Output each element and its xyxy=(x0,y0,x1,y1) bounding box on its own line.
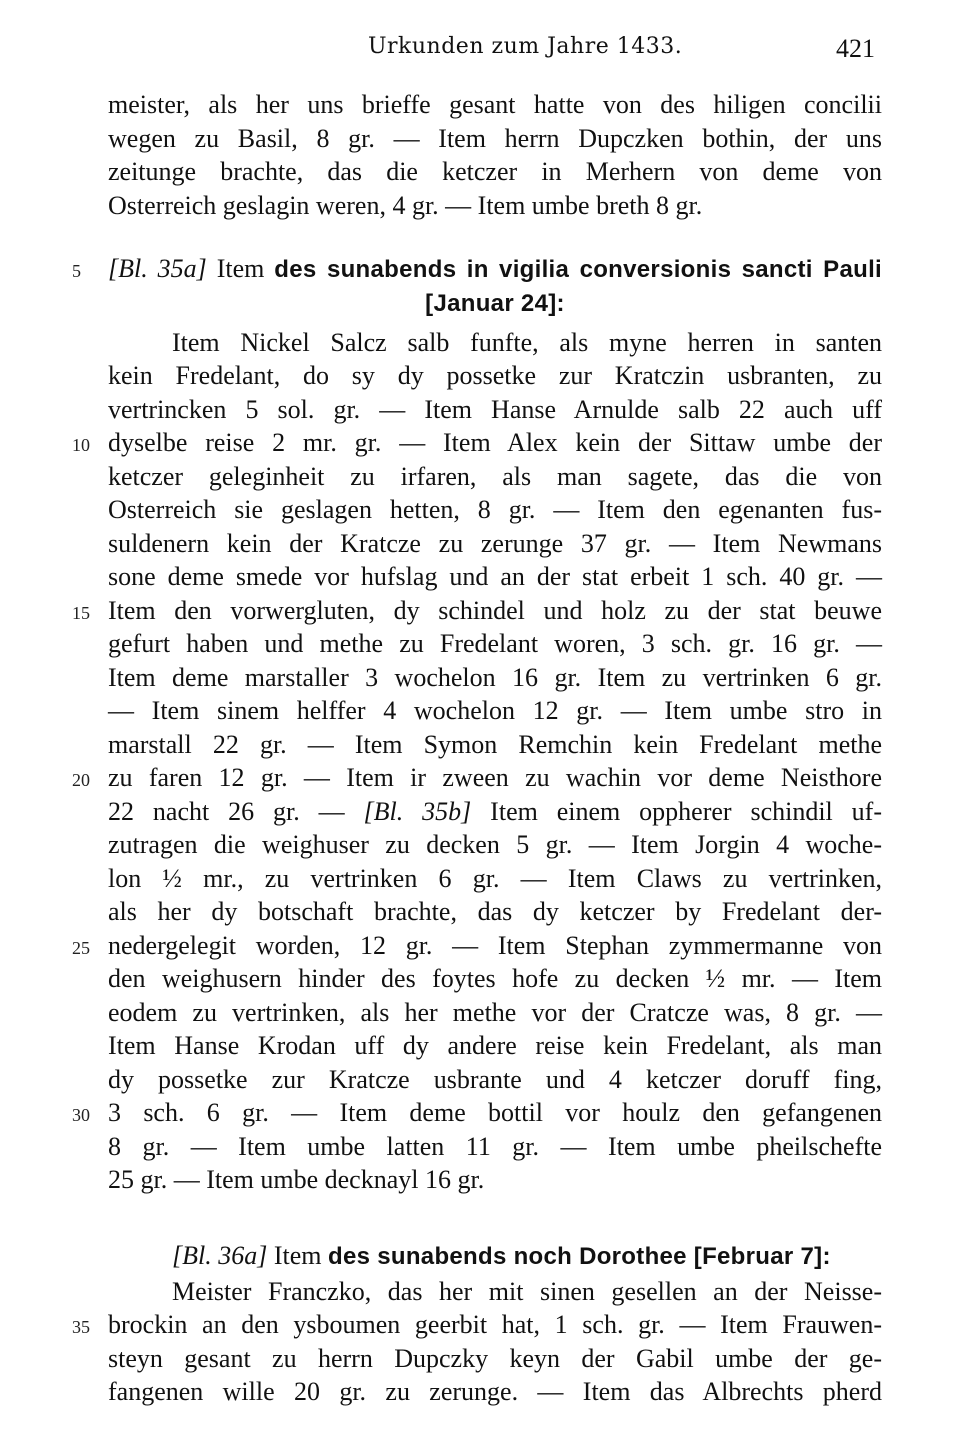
text-line: suldenern kein der Kratcze zu zerunge 37 gr. — Item Newmans xyxy=(108,529,882,558)
text-line: Item Nickel Salcz salb funfte, als myne herren in santen xyxy=(172,328,882,357)
text-line: 3 sch. 6 gr. — Item deme bottil vor houlz den gefangenen xyxy=(108,1098,882,1127)
section-heading xyxy=(172,1239,882,1273)
text-line: marstall 22 gr. — Item Symon Remchin kein Fredelant methe xyxy=(108,730,882,759)
section-heading xyxy=(108,252,882,286)
text-line: dyselbe reise 2 mr. gr. — Item Alex kein der Sittaw umbe der xyxy=(108,428,882,457)
text-line: Osterreich sie geslagen hetten, 8 gr. — Item den egenanten fus- xyxy=(108,495,882,524)
text-line: Osterreich geslagin weren, 4 gr. — Item umbe breth 8 gr. xyxy=(108,191,703,220)
text-line: kein Fredelant, do sy dy possetke zur Kratczin usbranten, zu xyxy=(108,361,882,390)
text-line: fangenen wille 20 gr. zu zerunge. — Item das Albrechts pherd xyxy=(108,1377,882,1406)
text-line: Item deme marstaller 3 wochelon 16 gr. Item zu vertrinken 6 gr. xyxy=(108,663,882,692)
heading-date-text: [Januar 24]: xyxy=(425,290,565,317)
page-number: 421 xyxy=(836,34,875,63)
text-line: zeitunge brachte, das die ketczer in Merhern von deme von xyxy=(108,157,882,186)
text-segment: 22 nacht 26 gr. — xyxy=(108,797,364,826)
folio-reference: [Bl. 36a] xyxy=(172,1241,268,1270)
text-line: zu faren 12 gr. — Item ir zween zu wachin vor deme Neisthore xyxy=(108,763,882,792)
heading-date xyxy=(108,286,882,320)
line-number: 20 xyxy=(72,770,90,790)
folio-reference: [Bl. 35a] xyxy=(108,254,207,283)
text-line: meister, als her uns brieffe gesant hatte von des hiligen concilii xyxy=(108,90,882,119)
text-line: Item Hanse Krodan uff dy andere reise kein Fredelant, als man xyxy=(108,1031,882,1060)
line-number: 15 xyxy=(72,603,90,623)
text-line: 25 gr. — Item umbe decknayl 16 gr. xyxy=(108,1165,485,1194)
text-line: — Item sinem helffer 4 wochelon 12 gr. — Item umbe stro in xyxy=(108,696,882,725)
text-line: lon ½ mr., zu vertrinken 6 gr. — Item Claws zu vertrinken, xyxy=(108,864,882,893)
text-line: den weighusern hinder des foytes hofe zu decken ½ mr. — Item xyxy=(108,964,882,993)
line-number: 30 xyxy=(72,1105,90,1125)
text-line: dy possetke zur Kratcze usbrante und 4 ketczer doruff fing, xyxy=(108,1065,882,1094)
text-segment: Item einem oppherer schindil uf- xyxy=(471,797,882,826)
text-line xyxy=(108,795,882,829)
text-line: Item den vorwergluten, dy schindel und holz zu der stat beuwe xyxy=(108,596,882,625)
line-number: 35 xyxy=(72,1317,90,1337)
line-number: 25 xyxy=(72,938,90,958)
text-line: zutragen die weighuser zu decken 5 gr. — Item Jorgin 4 woche- xyxy=(108,830,882,859)
text-line: eodem zu vertrinken, als her methe vor der Cratcze was, 8 gr. — xyxy=(108,998,882,1027)
line-number: 10 xyxy=(72,435,90,455)
running-head: Urkunden zum Jahre 1433. xyxy=(368,34,683,59)
heading-text: des sunabends noch Dorothee [Februar 7]: xyxy=(328,1243,831,1270)
text-line: sone deme smede vor hufslag und an der stat erbeit 1 sch. 40 gr. — xyxy=(108,562,882,591)
text-line: nedergelegit worden, 12 gr. — Item Stephan zymmermanne von xyxy=(108,931,882,960)
page-header xyxy=(0,30,960,70)
text-line: als her dy botschaft brachte, das dy ketczer by Fredelant der- xyxy=(108,897,882,926)
text-line: ketczer geleginheit zu irfaren, als man sagete, das die von xyxy=(108,462,882,491)
heading-text: des sunabends in vigilia conversionis sancti Pauli xyxy=(274,256,883,283)
heading-item-word: Item xyxy=(273,1241,322,1270)
text-line: 8 gr. — Item umbe latten 11 gr. — Item umbe pheilschefte xyxy=(108,1132,882,1161)
folio-reference: [Bl. 35b] xyxy=(363,797,472,826)
text-line: steyn gesant zu herrn Dupczky keyn der Gabil umbe der ge- xyxy=(108,1344,882,1373)
heading-item-word: Item xyxy=(216,254,265,283)
text-line: brockin an den ysboumen geerbit hat, 1 sch. gr. — Item Frauwen- xyxy=(108,1310,882,1339)
text-line: vertrincken 5 sol. gr. — Item Hanse Arnulde salb 22 auch uff xyxy=(108,395,882,424)
text-line: wegen zu Basil, 8 gr. — Item herrn Dupczken bothin, der uns xyxy=(108,124,882,153)
text-line: gefurt haben und methe zu Fredelant woren, 3 sch. gr. 16 gr. — xyxy=(108,629,882,658)
text-line: Meister Franczko, das her mit sinen gesellen an der Neisse- xyxy=(172,1277,882,1306)
line-number: 5 xyxy=(72,261,81,281)
